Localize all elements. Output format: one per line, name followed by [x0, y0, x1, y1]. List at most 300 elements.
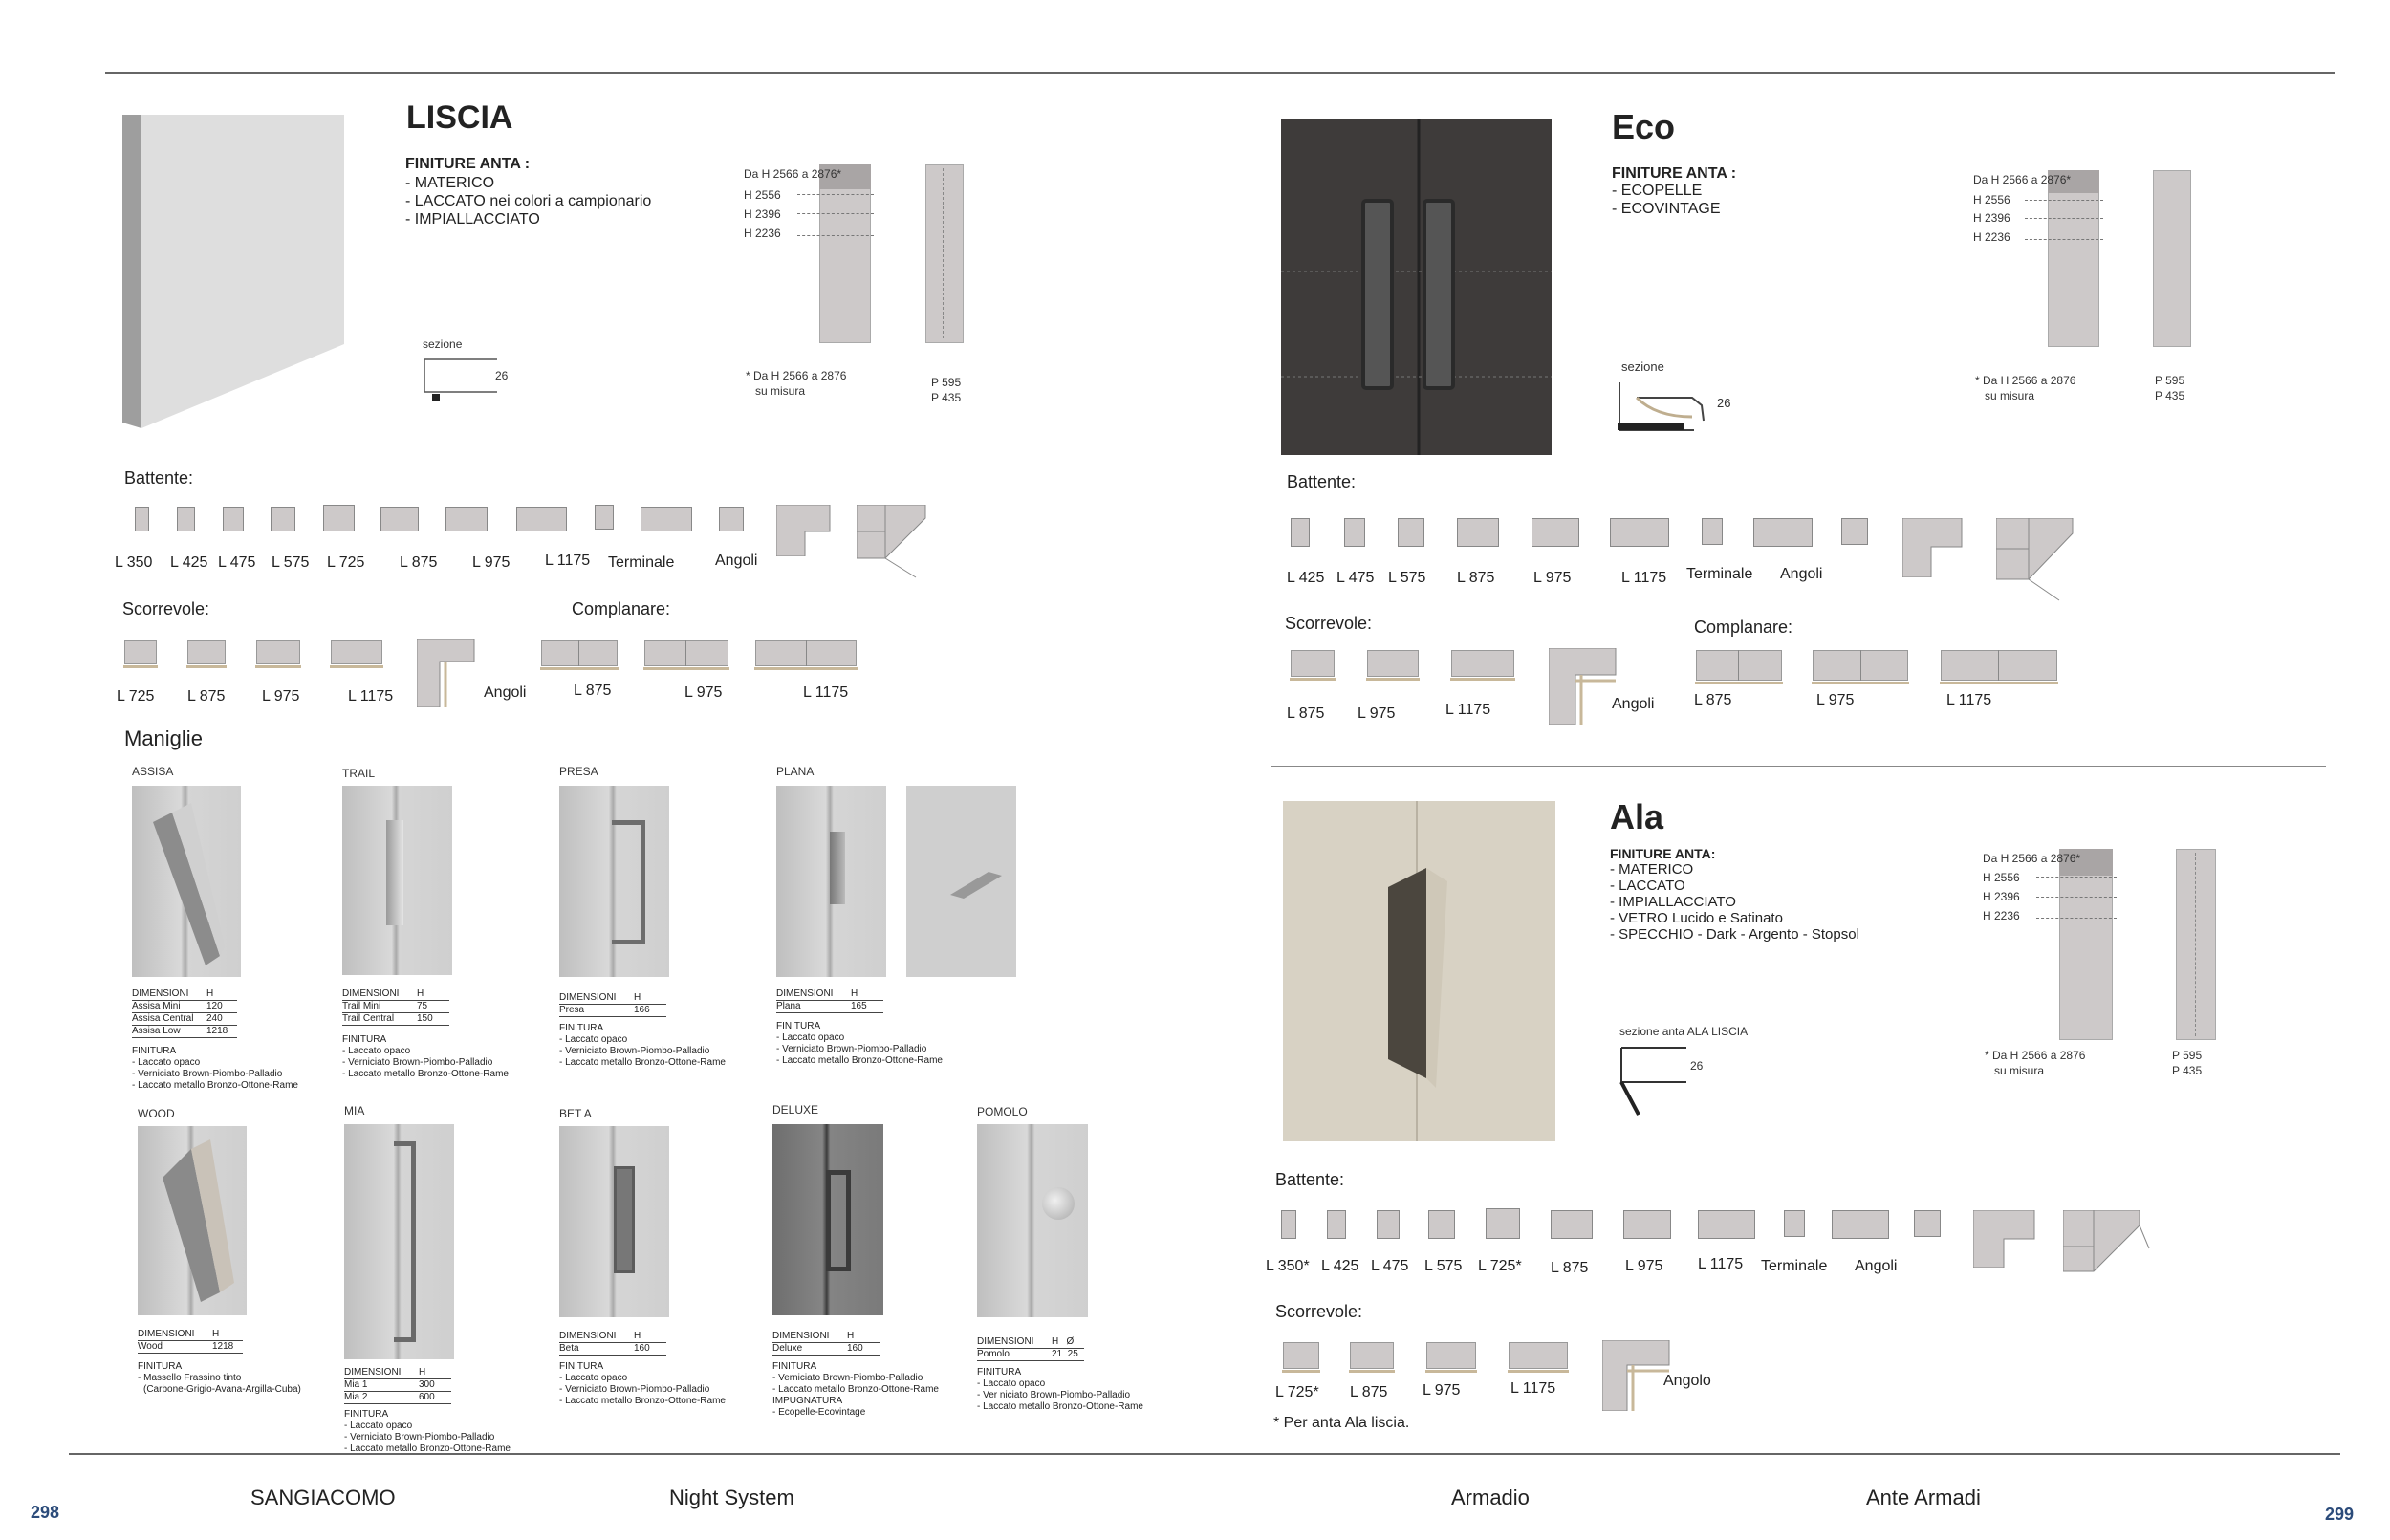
mia-dim-r0c0: Mia 1 [344, 1379, 368, 1390]
eco-scorrevole-label-3: Angoli [1612, 696, 1655, 712]
ala-battente-350 [1281, 1210, 1296, 1239]
plana-fin-heading: FINITURA [776, 1021, 821, 1031]
handle-pomolo-name: POMOLO [977, 1105, 1028, 1118]
ala-finiture-2: - LACCATO [1610, 878, 1685, 894]
eco-battente-label-1: L 475 [1336, 570, 1375, 586]
ala-battente-725 [1486, 1208, 1520, 1239]
ala-battente-angoli-1 [1832, 1210, 1889, 1239]
battente-door-725 [323, 505, 355, 531]
handle-assisa-shape [153, 793, 229, 965]
eco-height-diagram [2048, 170, 2099, 347]
eco-battente-corner-1 [1902, 518, 1964, 577]
battente-label-4: L 725 [327, 554, 365, 571]
trail-fin-0: - Laccato opaco [342, 1046, 411, 1056]
battente-label-6: L 975 [472, 554, 511, 571]
eco-complanare-label-0: L 875 [1694, 692, 1732, 708]
eco-battente-875 [1457, 518, 1499, 547]
ala-battente-label-5: L 875 [1551, 1260, 1589, 1276]
handle-presa-shape [612, 820, 645, 944]
ala-battente-label-2: L 475 [1371, 1258, 1409, 1274]
complanare-heading: Complanare: [572, 599, 671, 618]
ala-scorrevole-label-0: L 725* [1275, 1384, 1319, 1400]
beta-fin-2: - Laccato metallo Bronzo-Ottone-Rame [559, 1396, 726, 1406]
scorrevole-label-3: L 1175 [348, 688, 394, 705]
eco-dash-3 [2025, 239, 2103, 240]
liscia-sezione-diagram [423, 356, 499, 403]
eco-dash-2 [2025, 218, 2103, 219]
ala-battente-1175 [1698, 1210, 1755, 1239]
assisa-dim-r1c1: 240 [206, 1013, 223, 1024]
ala-dash-3 [2036, 918, 2117, 919]
mia-dim-r0c1: 300 [419, 1379, 435, 1390]
mia-fin-1: - Verniciato Brown-Piombo-Palladio [344, 1432, 495, 1442]
wood-dim-r0c0: Wood [138, 1341, 163, 1352]
eco-complanare-875-split [1738, 650, 1739, 681]
ala-height-0: Da H 2566 a 2876* [1983, 852, 2081, 865]
battente-door-875 [380, 507, 419, 531]
ala-battente-heading: Battente: [1275, 1170, 1345, 1189]
eco-scorrevole-corner [1549, 648, 1618, 725]
pomolo-fin-heading: FINITURA [977, 1367, 1022, 1377]
eco-complanare-875 [1696, 650, 1782, 681]
ala-depth-1: P 595 [2172, 1049, 2203, 1062]
beta-dim-h1: H [634, 1331, 641, 1341]
ala-scorrevole-875 [1350, 1342, 1394, 1369]
handle-pomolo-knob [1042, 1187, 1075, 1220]
handle-deluxe-finitura [772, 1361, 939, 1419]
liscia-depth-2: P 435 [931, 391, 962, 404]
ala-height-2: H 2396 [1983, 890, 2020, 903]
handle-beta-dims [559, 1331, 666, 1356]
handle-deluxe-name: DELUXE [772, 1103, 819, 1117]
complanare-label-0: L 875 [574, 683, 612, 699]
ala-sezione-diagram [1619, 1044, 1706, 1117]
liscia-depth-1: P 595 [931, 376, 962, 389]
eco-height-2: H 2396 [1973, 211, 2010, 225]
complanare-875-split [578, 640, 579, 666]
liscia-depth-dash [943, 168, 944, 338]
eco-complanare-heading: Complanare: [1694, 618, 1793, 637]
pomolo-fin-0: - Laccato opaco [977, 1378, 1046, 1389]
plana-fin-2: - Laccato metallo Bronzo-Ottone-Rame [776, 1055, 943, 1066]
ala-battente-corner-2 [2063, 1210, 2151, 1294]
liscia-title: LISCIA [406, 99, 513, 136]
trail-dim-r1c1: 150 [417, 1013, 433, 1024]
pomolo-dim-h1: H Ø [1052, 1336, 1075, 1347]
eco-battente-terminale [1702, 518, 1723, 545]
assisa-fin-heading: FINITURA [132, 1046, 177, 1056]
battente-corner-1 [776, 505, 832, 556]
eco-complanare-1175-split [1998, 650, 1999, 681]
handle-plana-shape-1 [830, 832, 845, 904]
beta-fin-heading: FINITURA [559, 1361, 604, 1372]
handle-deluxe-shape [826, 1170, 851, 1271]
complanare-1175-split [806, 640, 807, 666]
ala-door-image [1283, 801, 1555, 1141]
liscia-height-diagram [819, 164, 871, 343]
assisa-dim-r1c0: Assisa Central [132, 1013, 194, 1024]
battente-label-0: L 350 [115, 554, 153, 571]
eco-height-0: Da H 2566 a 2876* [1973, 173, 2072, 186]
presa-dim-h0: DIMENSIONI [559, 992, 617, 1003]
battente-label-3: L 575 [272, 554, 310, 571]
page-number-left: 298 [31, 1503, 60, 1522]
ala-battente-425 [1327, 1210, 1346, 1239]
footer-section: Ante Armadi [1866, 1486, 1981, 1509]
ala-finiture-3: - IMPIALLACCIATO [1610, 894, 1736, 910]
ala-battente-corner-1 [1973, 1210, 2036, 1268]
deluxe-dim-r0c1: 160 [847, 1343, 863, 1354]
eco-battente-425 [1291, 518, 1310, 547]
battente-label-9: Angoli [715, 553, 758, 569]
eco-battente-label-5: L 1175 [1621, 570, 1667, 586]
handle-pomolo-image [977, 1124, 1088, 1317]
handle-assisa-name: ASSISA [132, 765, 174, 778]
wood-dim-h0: DIMENSIONI [138, 1329, 195, 1339]
handle-plana-shape-2 [950, 872, 1002, 899]
ala-scorrevole-label-4: Angolo [1663, 1373, 1711, 1389]
assisa-dim-h1: H [206, 988, 214, 999]
ala-battente-875 [1551, 1210, 1593, 1239]
ala-battente-label-9: Angoli [1855, 1258, 1898, 1274]
ala-title: Ala [1610, 797, 1664, 836]
ala-height-1: H 2556 [1983, 871, 2020, 884]
handle-wood-finitura [138, 1361, 301, 1396]
eco-battente-475 [1344, 518, 1365, 547]
handle-presa-name: PRESA [559, 765, 598, 778]
liscia-depth-diagram [925, 164, 964, 343]
liscia-sezione-label: sezione [423, 337, 463, 351]
mia-fin-0: - Laccato opaco [344, 1421, 413, 1431]
liscia-finiture-3: - IMPIALLACCIATO [405, 211, 540, 228]
handle-wood-name: WOOD [138, 1107, 175, 1120]
beta-fin-0: - Laccato opaco [559, 1373, 628, 1383]
ala-battente-475 [1377, 1210, 1400, 1239]
deluxe-extra-0: - Ecopelle-Ecovintage [772, 1407, 866, 1418]
ala-footnote: * Per anta Ala liscia. [1273, 1415, 1410, 1431]
ala-depth-diagram [2176, 849, 2216, 1040]
scorrevole-label-1: L 875 [187, 688, 226, 705]
liscia-finiture-2: - LACCATO nei colori a campionario [405, 193, 652, 209]
ala-sezione-label: sezione anta ALA LISCIA [1619, 1025, 1749, 1038]
eco-dash-1 [2025, 200, 2103, 201]
battente-angoli-2 [719, 507, 744, 531]
eco-height-1: H 2556 [1973, 193, 2010, 206]
handle-wood-dims [138, 1329, 243, 1354]
eco-scorrevole-label-2: L 1175 [1445, 702, 1491, 718]
liscia-height-1: H 2556 [744, 188, 781, 202]
battente-label-5: L 875 [400, 554, 438, 571]
beta-dim-r0c0: Beta [559, 1343, 579, 1354]
liscia-door-image [122, 115, 344, 428]
trail-dim-h1: H [417, 988, 424, 999]
eco-note-2: su misura [1985, 389, 2035, 402]
eco-scorrevole-heading: Scorrevole: [1285, 614, 1373, 633]
ala-battente-label-3: L 575 [1424, 1258, 1463, 1274]
handle-trail-finitura [342, 1034, 509, 1080]
ala-battente-label-1: L 425 [1321, 1258, 1359, 1274]
assisa-dim-r0c0: Assisa Mini [132, 1001, 181, 1011]
battente-corner-2 [857, 505, 933, 579]
handle-assisa-dims [132, 988, 237, 1038]
ala-dash-1 [2036, 877, 2117, 878]
ala-sezione-value: 26 [1690, 1059, 1704, 1073]
eco-title: Eco [1612, 107, 1676, 146]
eco-complanare-975-split [1860, 650, 1861, 681]
deluxe-fin-1: - Laccato metallo Bronzo-Ottone-Rame [772, 1384, 939, 1395]
pomolo-fin-2: - Laccato metallo Bronzo-Ottone-Rame [977, 1401, 1143, 1412]
beta-dim-r0c1: 160 [634, 1343, 650, 1354]
eco-battente-label-6: Terminale [1686, 566, 1753, 582]
complanare-975-split [685, 640, 686, 666]
wood-fin-heading: FINITURA [138, 1361, 183, 1372]
ala-finiture-4: - VETRO Lucido e Satinato [1610, 910, 1783, 926]
footer-brand: SANGIACOMO [250, 1486, 396, 1509]
liscia-dash-2 [797, 213, 874, 214]
deluxe-dim-r0c0: Deluxe [772, 1343, 803, 1354]
deluxe-extra-heading: IMPUGNATURA [772, 1396, 843, 1406]
ala-note-1: * Da H 2566 a 2876 [1985, 1049, 2086, 1062]
maniglie-heading: Maniglie [124, 727, 203, 750]
eco-height-3: H 2236 [1973, 230, 2010, 244]
deluxe-fin-0: - Verniciato Brown-Piombo-Palladio [772, 1373, 923, 1383]
liscia-sezione-value: 26 [495, 369, 509, 382]
ala-battente-label-0: L 350* [1266, 1258, 1310, 1274]
eco-sezione-diagram [1618, 379, 1723, 436]
ala-scorrevole-1175 [1509, 1342, 1568, 1369]
eco-battente-1175 [1610, 518, 1669, 547]
pomolo-dim-r0c0: Pomolo [977, 1349, 1010, 1359]
presa-dim-r0c1: 166 [634, 1005, 650, 1015]
liscia-dash-3 [797, 235, 874, 236]
ala-scorrevole-label-3: L 1175 [1510, 1380, 1556, 1397]
battente-door-350 [135, 507, 149, 531]
handle-plana-finitura [776, 1021, 943, 1067]
handle-beta-shape [614, 1166, 635, 1273]
battente-label-7: L 1175 [545, 553, 591, 569]
battente-terminale [595, 505, 614, 530]
scorrevole-heading: Scorrevole: [122, 599, 210, 618]
assisa-dim-r0c1: 120 [206, 1001, 223, 1011]
mia-fin-heading: FINITURA [344, 1409, 389, 1420]
mia-dim-h0: DIMENSIONI [344, 1367, 402, 1377]
top-rule [105, 72, 2335, 74]
eco-sezione-value: 26 [1717, 396, 1731, 410]
presa-fin-1: - Verniciato Brown-Piombo-Palladio [559, 1046, 710, 1056]
eco-door-image [1281, 119, 1552, 455]
battente-label-2: L 475 [218, 554, 256, 571]
pomolo-dim-r0c1: 21 25 [1052, 1349, 1078, 1359]
plana-fin-1: - Verniciato Brown-Piombo-Palladio [776, 1044, 927, 1054]
eco-complanare-label-1: L 975 [1816, 692, 1855, 708]
plana-dim-h0: DIMENSIONI [776, 988, 834, 999]
ala-depth-dash [2195, 853, 2196, 1036]
battente-door-575 [271, 507, 295, 531]
handle-pomolo-dims [977, 1336, 1084, 1361]
handle-beta-finitura [559, 1361, 726, 1407]
eco-finiture-heading: FINITURE ANTA : [1612, 165, 1737, 182]
ala-scorrevole-975 [1426, 1342, 1476, 1369]
deluxe-fin-heading: FINITURA [772, 1361, 817, 1372]
wood-dim-h1: H [212, 1329, 220, 1339]
assisa-dim-r2c0: Assisa Low [132, 1026, 181, 1036]
ala-depth-2: P 435 [2172, 1064, 2203, 1077]
presa-fin-2: - Laccato metallo Bronzo-Ottone-Rame [559, 1057, 726, 1068]
ala-scorrevole-heading: Scorrevole: [1275, 1302, 1363, 1321]
ala-height-3: H 2236 [1983, 909, 2020, 922]
assisa-fin-0: - Laccato opaco [132, 1057, 201, 1068]
complanare-door-875 [541, 640, 618, 666]
scorrevole-label-4: Angoli [484, 684, 527, 701]
ala-scorrevole-label-2: L 975 [1423, 1382, 1461, 1399]
mia-dim-r1c1: 600 [419, 1392, 435, 1402]
ala-scorrevole-corner [1602, 1340, 1671, 1411]
assisa-dim-h0: DIMENSIONI [132, 988, 189, 999]
trail-fin-heading: FINITURA [342, 1034, 387, 1045]
eco-depth-diagram [2153, 170, 2191, 347]
handle-beta-name: BET A [559, 1107, 592, 1120]
handle-mia-finitura [344, 1409, 511, 1455]
eco-finiture-2: - ECOVINTAGE [1612, 201, 1721, 217]
handle-plana-name: PLANA [776, 765, 815, 778]
trail-dim-r1c0: Trail Central [342, 1013, 395, 1024]
ala-battente-label-4: L 725* [1478, 1258, 1522, 1274]
eco-battente-corner-2 [1996, 518, 2082, 602]
eco-battente-angoli-1 [1753, 518, 1813, 547]
liscia-height-2: H 2396 [744, 207, 781, 221]
battente-angoli-1 [641, 507, 692, 531]
plana-fin-0: - Laccato opaco [776, 1032, 845, 1043]
footer-collection: Night System [669, 1486, 794, 1509]
mia-dim-h1: H [419, 1367, 426, 1377]
handle-pomolo-finitura [977, 1367, 1143, 1413]
ala-finiture-1: - MATERICO [1610, 861, 1694, 878]
trail-fin-2: - Laccato metallo Bronzo-Ottone-Rame [342, 1069, 509, 1079]
ala-battente-terminale [1784, 1210, 1805, 1237]
handle-mia-dims [344, 1367, 451, 1404]
deluxe-dim-h1: H [847, 1331, 855, 1341]
assisa-fin-2: - Laccato metallo Bronzo-Ottone-Rame [132, 1080, 298, 1091]
mia-dim-r1c0: Mia 2 [344, 1392, 368, 1402]
presa-dim-r0c0: Presa [559, 1005, 585, 1015]
liscia-dash-1 [797, 194, 874, 195]
handle-presa-finitura [559, 1023, 726, 1069]
presa-dim-h1: H [634, 992, 641, 1003]
ala-battente-575 [1428, 1210, 1455, 1239]
scorrevole-door-1175 [331, 640, 382, 664]
page-number-right: 299 [2325, 1505, 2355, 1524]
scorrevole-label-0: L 725 [117, 688, 155, 705]
eco-complanare-1175 [1941, 650, 2057, 681]
plana-dim-r0c1: 165 [851, 1001, 867, 1011]
eco-battente-angoli-2 [1841, 518, 1868, 545]
handle-trail-shape [386, 820, 403, 925]
wood-fin-1: (Carbone-Grigio-Avana-Argilla-Cuba) [143, 1384, 301, 1395]
eco-finiture-1: - ECOPELLE [1612, 183, 1703, 199]
ala-battente-label-6: L 975 [1625, 1258, 1663, 1274]
liscia-finiture-heading: FINITURE ANTA : [405, 156, 531, 172]
eco-complanare-label-2: L 1175 [1946, 692, 1992, 708]
battente-door-475 [223, 507, 244, 531]
eco-battente-label-3: L 875 [1457, 570, 1495, 586]
complanare-label-1: L 975 [684, 684, 723, 701]
ala-dash-2 [2036, 897, 2117, 898]
eco-depth-1: P 595 [2155, 374, 2185, 387]
eco-scorrevole-1175 [1451, 650, 1514, 677]
battente-label-1: L 425 [170, 554, 208, 571]
ala-battente-label-7: L 1175 [1698, 1256, 1744, 1272]
complanare-door-975 [644, 640, 728, 666]
presa-fin-heading: FINITURA [559, 1023, 604, 1033]
handle-deluxe-dims [772, 1331, 880, 1356]
trail-dim-h0: DIMENSIONI [342, 988, 400, 999]
ala-finiture-5: - SPECCHIO - Dark - Argento - Stopsol [1610, 926, 1859, 943]
handle-trail-name: TRAIL [342, 767, 376, 780]
right-divider [1271, 766, 2326, 767]
wood-fin-0: - Massello Frassino tinto [138, 1373, 242, 1383]
handle-mia-name: MIA [344, 1104, 365, 1117]
battente-door-1175 [516, 507, 567, 531]
eco-battente-575 [1398, 518, 1424, 547]
ala-battente-angoli-2 [1914, 1210, 1941, 1237]
eco-battente-975 [1532, 518, 1579, 547]
beta-fin-1: - Verniciato Brown-Piombo-Palladio [559, 1384, 710, 1395]
scorrevole-door-975 [256, 640, 300, 664]
handle-mia-shape [394, 1141, 416, 1342]
handle-wood-shape [163, 1139, 239, 1302]
ala-finiture-heading: FINITURE ANTA: [1610, 846, 1716, 861]
handle-plana-dims [776, 988, 883, 1013]
scorrevole-label-2: L 975 [262, 688, 300, 705]
assisa-dim-r2c1: 1218 [206, 1026, 228, 1036]
liscia-note-1: * Da H 2566 a 2876 [746, 369, 847, 382]
eco-battente-label-7: Angoli [1780, 566, 1823, 582]
assisa-fin-1: - Verniciato Brown-Piombo-Palladio [132, 1069, 283, 1079]
ala-battente-label-8: Terminale [1761, 1258, 1828, 1274]
eco-battente-heading: Battente: [1287, 472, 1357, 491]
pomolo-fin-1: - Ver niciato Brown-Piombo-Palladio [977, 1390, 1131, 1400]
scorrevole-door-875 [187, 640, 226, 664]
eco-note-1: * Da H 2566 a 2876 [1975, 374, 2076, 387]
handle-presa-dims [559, 992, 666, 1017]
plana-dim-h1: H [851, 988, 858, 999]
scorrevole-corner [417, 639, 476, 707]
footer-category: Armadio [1451, 1486, 1530, 1509]
battente-label-8: Terminale [608, 554, 675, 571]
battente-heading: Battente: [124, 468, 194, 488]
plana-dim-r0c0: Plana [776, 1001, 801, 1011]
ala-height-diagram [2059, 849, 2113, 1040]
ala-scorrevole-label-1: L 875 [1350, 1384, 1388, 1400]
deluxe-dim-h0: DIMENSIONI [772, 1331, 830, 1341]
eco-battente-label-0: L 425 [1287, 570, 1325, 586]
handle-assisa-finitura [132, 1046, 298, 1092]
trail-dim-r0c1: 75 [417, 1001, 428, 1011]
pomolo-dim-h0: DIMENSIONI [977, 1336, 1034, 1347]
battente-door-425 [177, 507, 195, 531]
mia-fin-2: - Laccato metallo Bronzo-Ottone-Rame [344, 1443, 511, 1454]
beta-dim-h0: DIMENSIONI [559, 1331, 617, 1341]
liscia-note-2: su misura [755, 384, 806, 398]
eco-scorrevole-975 [1367, 650, 1419, 677]
eco-scorrevole-label-0: L 875 [1287, 705, 1325, 722]
liscia-height-3: H 2236 [744, 227, 781, 240]
wood-dim-r0c1: 1218 [212, 1341, 234, 1352]
eco-scorrevole-label-1: L 975 [1358, 705, 1396, 722]
liscia-height-0: Da H 2566 a 2876* [744, 167, 842, 181]
ala-battente-975 [1623, 1210, 1671, 1239]
trail-dim-r0c0: Trail Mini [342, 1001, 381, 1011]
